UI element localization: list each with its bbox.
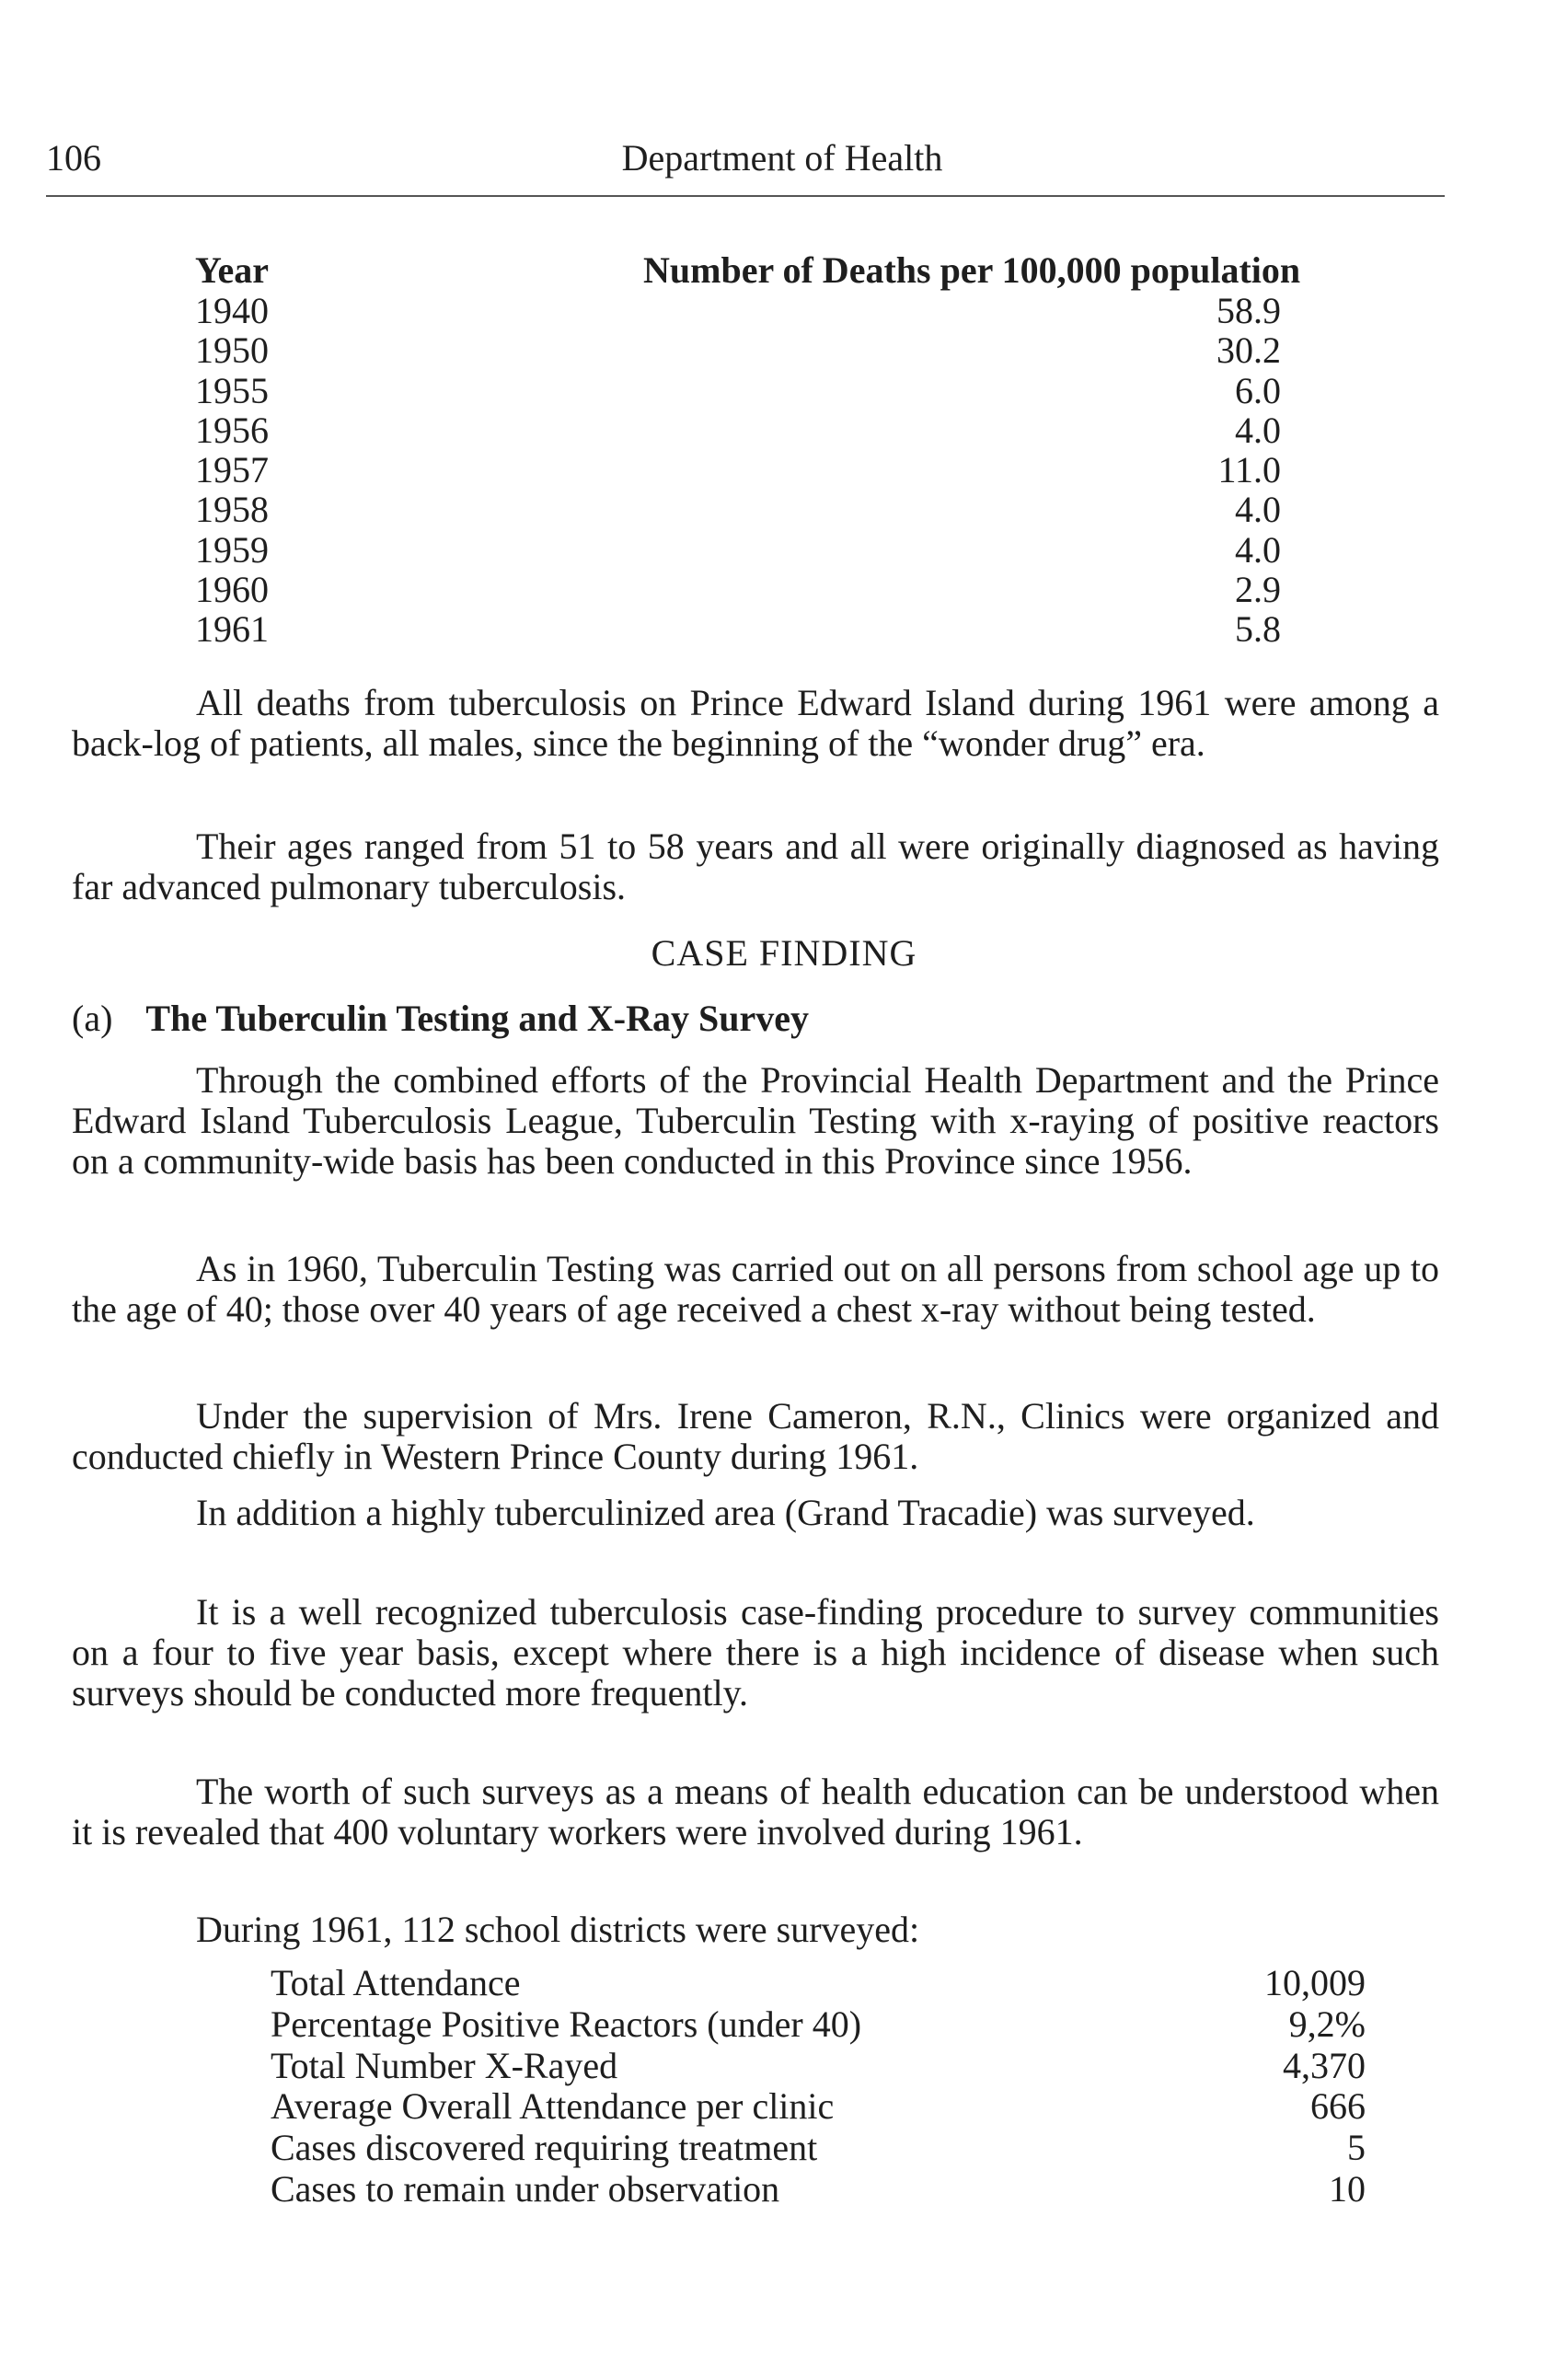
rate-cell: 30.2 <box>1216 329 1281 372</box>
year-cell: 1959 <box>195 528 269 571</box>
table-row <box>195 369 1447 409</box>
stat-label: Average Overall Attendance per clinic <box>271 2085 835 2128</box>
rate-cell: 4.0 <box>1235 528 1281 571</box>
paragraph-text: It is a well recognized tuberculosis case-finding procedure to survey communities on a four to five year basis, except where there is a high incidence of disease when such surveys should be conducted more frequently. <box>72 1591 1439 1714</box>
table-row <box>195 329 1447 372</box>
column-header-rate: Number of Deaths per 100,000 population <box>643 249 1301 291</box>
table-header-row <box>195 248 1447 289</box>
rate-cell: 4.0 <box>1235 489 1281 531</box>
stat-value: 666 <box>1310 2085 1366 2128</box>
paragraph-text: All deaths from tuberculosis on Prince Edward Island during 1961 were among a back-log of patients, all males, since the beginning of the “wonder drug” era. <box>72 682 1439 764</box>
rate-cell: 6.0 <box>1235 369 1281 411</box>
section-heading-case-finding: CASE FINDING <box>651 932 917 974</box>
stat-value: 10 <box>1329 2167 1366 2210</box>
table-row <box>195 488 1447 531</box>
year-cell: 1955 <box>195 369 269 411</box>
paragraph-text: During 1961, 112 school districts were surveyed: <box>196 1909 920 1950</box>
mortality-table <box>195 248 1447 651</box>
stat-label: Cases discovered requiring treatment <box>271 2127 818 2169</box>
paragraph-text: Their ages ranged from 51 to 58 years and all were originally diagnosed as having far advanced pulmonary tuberculosis. <box>72 825 1439 907</box>
subsection-title: The Tuberculin Testing and X-Ray Survey <box>145 998 809 1039</box>
table-row <box>271 2084 1366 2126</box>
year-cell: 1961 <box>195 608 269 651</box>
table-row <box>195 607 1447 651</box>
paragraph-text: As in 1960, Tuberculin Testing was carried out on all persons from school age up to the age of 40; those over 40 years of age received a chest x-ray without being tested. <box>72 1248 1439 1330</box>
rate-cell: 2.9 <box>1235 569 1281 611</box>
table-row <box>271 2126 1366 2167</box>
subsection-heading <box>72 997 809 1040</box>
year-cell: 1958 <box>195 489 269 531</box>
paragraph-text: Through the combined efforts of the Provincial Health Department and the Prince Edward Island Tuberculosis League, Tuberculin Testing with x-raying of positive reactors on a community-wide basis has been conducted in this Province since 1956. <box>72 1059 1439 1182</box>
paragraph-supervision <box>72 1396 1439 1477</box>
stat-value: 5 <box>1347 2127 1366 2169</box>
paragraph-deaths <box>72 683 1439 764</box>
rate-cell: 11.0 <box>1217 449 1281 491</box>
paragraph-districts <box>72 1910 1439 1950</box>
page-number: 106 <box>46 137 101 179</box>
table-row <box>195 528 1447 571</box>
year-cell: 1950 <box>195 329 269 372</box>
paragraph-addition <box>72 1493 1439 1533</box>
year-cell: 1957 <box>195 449 269 491</box>
paragraph-text: In addition a highly tuberculinized area (Grand Tracadie) was surveyed. <box>196 1492 1255 1533</box>
paragraph-combined-efforts <box>72 1060 1439 1182</box>
stat-label: Total Number X-Rayed <box>271 2044 618 2086</box>
page-header <box>46 136 1445 191</box>
stat-label: Total Attendance <box>271 1962 521 2003</box>
survey-statistics-table <box>271 1961 1366 2209</box>
stat-label: Cases to remain under observation <box>271 2167 780 2210</box>
rate-cell: 4.0 <box>1235 409 1281 451</box>
table-row <box>195 409 1447 451</box>
year-cell: 1956 <box>195 409 269 451</box>
rate-cell: 58.9 <box>1216 290 1281 331</box>
table-row <box>271 2002 1366 2044</box>
table-row <box>195 448 1447 491</box>
paragraph-text: The worth of such surveys as a means of health education can be understood when it is revealed that 400 voluntary workers were involved during 1961. <box>72 1771 1439 1852</box>
column-header-year: Year <box>195 249 269 291</box>
stat-value: 9,2% <box>1288 2002 1366 2045</box>
table-row <box>271 1961 1366 2002</box>
header-rule <box>46 195 1445 197</box>
paragraph-text: Under the supervision of Mrs. Irene Cameron, R.N., Clinics were organized and conducted chiefly in Western Prince County during 1961. <box>72 1395 1439 1477</box>
paragraph-testing-1960 <box>72 1249 1439 1330</box>
rate-cell: 5.8 <box>1235 608 1281 651</box>
paragraph-ages <box>72 826 1439 907</box>
running-head: Department of Health <box>621 137 943 179</box>
table-row <box>271 2167 1366 2209</box>
table-row <box>195 289 1447 329</box>
year-cell: 1960 <box>195 569 269 611</box>
subsection-label: (a) <box>72 998 113 1039</box>
table-row <box>195 568 1447 611</box>
stat-label: Percentage Positive Reactors (under 40) <box>271 2002 862 2045</box>
paragraph-procedure <box>72 1592 1439 1714</box>
stat-value: 4,370 <box>1283 2044 1366 2086</box>
stat-value: 10,009 <box>1264 1962 1366 2003</box>
table-row <box>271 2044 1366 2085</box>
year-cell: 1940 <box>195 290 269 331</box>
paragraph-worth <box>72 1772 1439 1852</box>
